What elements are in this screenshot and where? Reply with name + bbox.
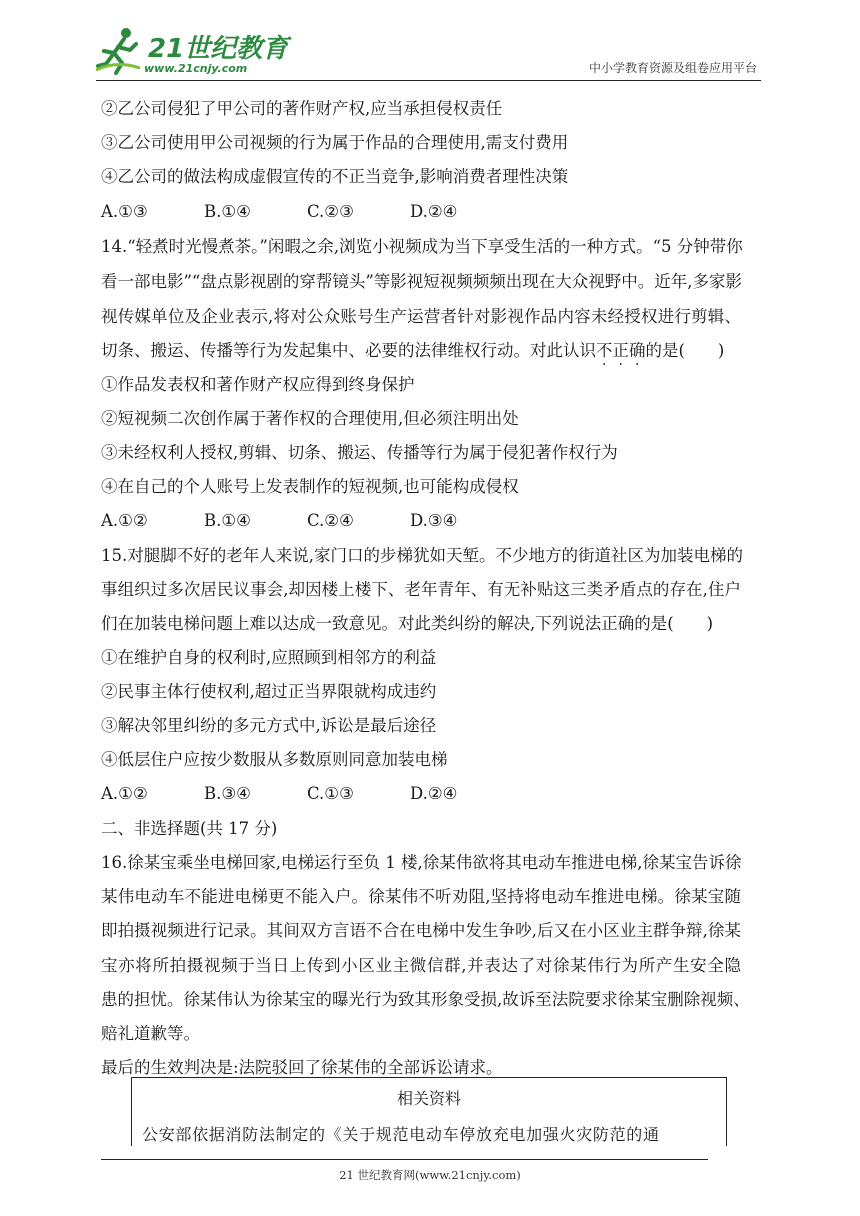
text-line: 即拍摄视频进行记录。其间双方言语不合在电梯中发生争吵,后又在小区业主群争辩,徐某: [101, 921, 741, 940]
answer-option: C.②③: [307, 202, 354, 221]
text-line: ①在维护自身的权利时,应照顾到相邻方的利益: [101, 648, 437, 667]
platform-label: 中小学教育资源及组卷应用平台: [588, 61, 757, 75]
logo-wordmark: 21世纪教育: [148, 34, 289, 64]
text-segment: 的是( ): [645, 341, 725, 360]
answer-option: C.②④: [307, 511, 354, 530]
text-line: ③乙公司使用甲公司视频的行为属于作品的合理使用,需支付费用: [101, 133, 569, 152]
answer-options: [101, 201, 513, 223]
text-line: ③未经权利人授权,剪辑、切条、搬运、传播等行为属于侵犯著作权行为: [101, 443, 618, 462]
text-line: 赔礼道歉等。: [101, 1024, 200, 1043]
text-line: 患的担忧。徐某伟认为徐某宝的曝光行为致其形象受损,故诉至法院要求徐某宝删除视频、: [101, 990, 750, 1009]
emphasis-char: 不: [596, 341, 613, 360]
footer-rule: [101, 1159, 708, 1160]
text-line: 某伟电动车不能进电梯更不能入户。徐某伟不听劝阻,坚持将电动车推进电梯。徐某宝随: [101, 887, 741, 906]
box-title: 相关资料: [396, 1089, 461, 1108]
text-line: ④乙公司的做法构成虚假宣传的不正当竞争,影响消费者理性决策: [101, 167, 569, 186]
runner-logo-icon: [96, 26, 142, 76]
answer-option: D.②④: [410, 784, 458, 803]
text-line: 看一部电影”“盘点影视剧的穿帮镜头”等影视短视频频频出现在大众视野中。近年,多家影: [101, 272, 743, 291]
logo-url: www.21cnjy.com: [144, 62, 248, 75]
text-line: ④在自己的个人账号上发表制作的短视频,也可能构成侵权: [101, 477, 519, 496]
text-line: ④低层住户应按少数服从多数原则同意加装电梯: [101, 750, 448, 769]
text-line: 16.徐某宝乘坐电梯回家,电梯运行至负 1 楼,徐某伟欲将其电动车推进电梯,徐某宝告诉徐: [101, 853, 742, 872]
answer-option: C.①③: [307, 784, 354, 803]
emphasis-char: 正: [612, 341, 629, 360]
site-logo[interactable]: [96, 26, 296, 78]
text-segment: 切条、搬运、传播等行为发起集中、必要的法律维权行动。对此认识: [101, 341, 596, 360]
answer-option: B.①④: [204, 202, 251, 221]
text-line: 15.对腿脚不好的老年人来说,家门口的步梯犹如天堑。不少地方的街道社区为加装电梯的: [101, 546, 743, 565]
answer-option: A.①③: [101, 202, 148, 221]
text-line: ②短视频二次创作属于著作权的合理使用,但必须注明出处: [101, 409, 519, 428]
answer-option: D.②④: [410, 202, 458, 221]
text-line: 最后的生效判决是:法院驳回了徐某伟的全部诉讼请求。: [101, 1058, 503, 1077]
answer-option: B.③④: [204, 784, 251, 803]
answer-options: [101, 783, 513, 805]
text-line: 二、非选择题(共 17 分): [101, 819, 278, 838]
text-line: 宝亦将所拍摄视频于当日上传到小区业主微信群,并表达了对徐某伟行为所产生安全隐: [101, 956, 741, 975]
page-footer: 21 世纪教育网(www.21cnjy.com): [339, 1168, 521, 1182]
text-line: ②民事主体行使权利,超过正当界限就构成违约: [101, 682, 437, 701]
text-line: [101, 340, 724, 362]
text-line: 事组织过多次居民议事会,却因楼上楼下、老年青年、有无补贴这三类矛盾点的存在,住户: [101, 580, 741, 599]
answer-option: D.③④: [410, 511, 458, 530]
text-line: ③解决邻里纠纷的多元方式中,诉讼是最后途径: [101, 716, 437, 735]
emphasis-char: 确: [629, 341, 646, 360]
answer-option: A.①②: [101, 511, 148, 530]
reference-material-box: [131, 1077, 727, 1146]
text-line: 14.“轻煮时光慢煮茶。”闲暇之余,浏览小视频成为当下享受生活的一种方式。“5 分钟带你: [101, 237, 743, 256]
text-line: ①作品发表权和著作财产权应得到终身保护: [101, 375, 415, 394]
answer-option: A.①②: [101, 784, 148, 803]
answer-option: B.①④: [204, 511, 251, 530]
answer-options: [101, 510, 513, 532]
text-line: ②乙公司侵犯了甲公司的著作财产权,应当承担侵权责任: [101, 99, 503, 118]
box-body: 公安部依据消防法制定的《关于规范电动车停放充电加强火灾防范的通: [142, 1125, 660, 1144]
text-line: 们在加装电梯问题上难以达成一致意见。对此类纠纷的解决,下列说法正确的是( ): [101, 614, 714, 633]
page-header: [96, 18, 761, 81]
text-line: 视传媒单位及企业表示,将对公众账号生产运营者针对影视作品内容未经授权进行剪辑、: [101, 307, 741, 326]
